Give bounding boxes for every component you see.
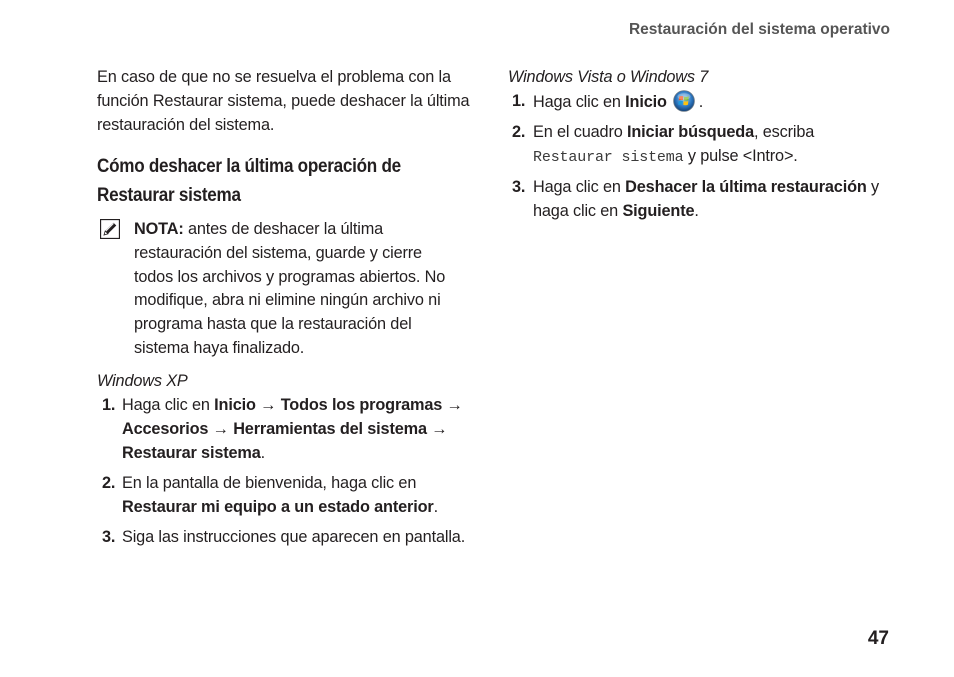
- menu-path-item: Herramientas del sistema: [233, 419, 427, 438]
- punctuation: .: [698, 92, 704, 111]
- step-text: Siga las instrucciones que aparecen en pantalla.: [122, 527, 466, 546]
- step-text: Haga clic en: [533, 177, 626, 196]
- section-title-line1: Cómo deshacer la última operación de: [97, 155, 401, 177]
- step-text: Haga clic en: [533, 92, 626, 111]
- step-text: y pulse <Intro>.: [683, 146, 798, 165]
- menu-path-item: Restaurar sistema: [122, 443, 261, 462]
- field-name: Iniciar búsqueda: [627, 122, 754, 141]
- note-label: NOTA:: [134, 219, 184, 238]
- menu-path-item: Accesorios: [122, 419, 209, 438]
- xp-steps-list: [97, 394, 489, 549]
- button-name: Inicio: [625, 92, 667, 111]
- windows-start-orb-icon: [673, 90, 695, 112]
- step-number: 2.: [102, 473, 116, 492]
- vista-step-1: [508, 90, 888, 115]
- menu-path-item: Todos los programas: [280, 396, 443, 415]
- arrow: →: [442, 396, 463, 415]
- punctuation: .: [260, 443, 266, 462]
- note-text: antes de deshacer la última restauración del sistema, guarde y cierre todos los archivos y programas abiertos. No modifique, abra ni elimine ningún archivo ni programa hasta que la restauración del sistema haya finalizado.: [134, 219, 446, 358]
- note-pencil-icon: [100, 219, 120, 239]
- menu-path-item: Inicio: [214, 396, 256, 415]
- typed-command: Restaurar sistema: [533, 148, 684, 166]
- step-text: , escriba: [753, 122, 815, 141]
- vista-heading: Windows Vista o Windows 7: [508, 68, 709, 86]
- step-text: y haga clic en: [533, 177, 880, 220]
- section-title-line2: Restaurar sistema: [97, 184, 241, 206]
- page-number: 47: [867, 628, 889, 649]
- option-name: Deshacer la última restauración: [625, 177, 867, 196]
- step-text: En la pantalla de bienvenida, haga clic en: [122, 473, 417, 492]
- xp-step-3: [97, 526, 489, 550]
- note-box: [97, 218, 449, 361]
- step-text: Haga clic en: [122, 396, 215, 415]
- vista-step-2: [508, 121, 888, 170]
- arrow: →: [255, 396, 281, 415]
- vista-steps-list: [508, 90, 888, 224]
- step-text: En el cuadro: [533, 122, 627, 141]
- step-number: 3.: [102, 527, 116, 546]
- xp-heading: Windows XP: [97, 372, 188, 391]
- punctuation: .: [433, 497, 438, 516]
- xp-step-1: [97, 394, 489, 466]
- running-header: Restauración del sistema operativo: [628, 21, 890, 38]
- punctuation: .: [694, 201, 699, 220]
- xp-step-2: [97, 472, 489, 520]
- step-number: 2.: [512, 122, 526, 141]
- button-name: Siguiente: [622, 201, 695, 220]
- arrow: →: [426, 419, 448, 438]
- step-number: 1.: [512, 91, 526, 110]
- intro-paragraph: En caso de que no se resuelva el problema con la función Restaurar sistema, puede deshacer la última restauración del sistema.: [97, 68, 470, 134]
- step-number: 3.: [512, 177, 526, 196]
- section-title: [97, 152, 484, 210]
- left-column: [97, 66, 489, 550]
- option-name: Restaurar mi equipo a un estado anterior: [122, 497, 434, 516]
- right-column: [508, 66, 888, 223]
- arrow: →: [208, 419, 234, 438]
- step-number: 1.: [102, 396, 116, 415]
- vista-step-3: [508, 176, 888, 224]
